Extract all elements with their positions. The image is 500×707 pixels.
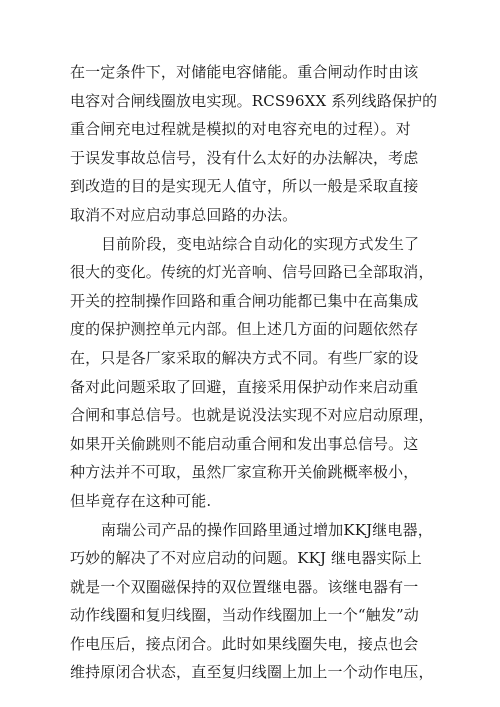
text-line: 开关的控制操作回路和重合闸功能都已集中在高集成 xyxy=(70,291,419,310)
text-line: 在一定条件下，对储能电容储能。重合闸动作时由该 xyxy=(70,63,419,81)
paragraph-3 xyxy=(70,516,442,688)
text-line: 南瑞公司产品的操作回路里通过增加KKJ继电器， xyxy=(101,520,433,539)
text-line: 巧妙的解决了不对应启动的问题。KKJ 继电器实际上 xyxy=(70,549,422,568)
text-line: 在，只是各厂家采取的解决方式不同。有些厂家的设 xyxy=(70,348,419,367)
text-line: 如果开关偷跳则不能启动重合闸和发出事总信号。这 xyxy=(70,434,419,453)
text-line: 就是一个双圈磁保持的双位置继电器。该继电器有一 xyxy=(70,577,419,596)
text-line: 重合闸充电过程就是模拟的对电容充电的过程）。对 xyxy=(70,120,411,139)
text-line: 目前阶段，变电站综合自动化的实现方式发生了 xyxy=(101,234,420,253)
text-line: 但毕竟存在这种可能. xyxy=(70,491,212,510)
paragraph-1 xyxy=(70,58,442,230)
text-line: 到改造的目的是实现无人值守，所以一般是采取直接 xyxy=(70,177,419,196)
text-line: 种方法并不可取，虽然厂家宣称开关偷跳概率极小， xyxy=(70,463,419,482)
text-line: 度的保护测控单元内部。但上述几方面的问题依然存 xyxy=(70,320,419,339)
paragraph-2 xyxy=(70,230,442,516)
text-line: 电容对合闸线圈放电实现。RCS96XX 系列线路保护的 xyxy=(70,91,438,110)
text-line: 很大的变化。传统的灯光音响、信号回路已全部取消， xyxy=(70,263,434,282)
text-line: 备对此问题采取了回避，直接采用保护动作来启动重 xyxy=(70,377,419,396)
text-line: 于误发事故总信号，没有什么太好的办法解决，考虑 xyxy=(70,148,419,167)
text-line: 动作线圈和复归线圈，当动作线圈加上一个“触发”动 xyxy=(70,606,419,625)
document-body xyxy=(70,58,442,687)
text-line: 取消不对应启动事总回路的办法。 xyxy=(70,205,298,224)
text-line: 作电压后，接点闭合。此时如果线圈失电，接点也会 xyxy=(70,634,419,653)
text-line: 合闸和事总信号。也就是说没法实现不对应启动原理， xyxy=(70,406,434,425)
text-line: 维持原闭合状态，直至复归线圈上加上一个动作电压， xyxy=(70,663,434,682)
